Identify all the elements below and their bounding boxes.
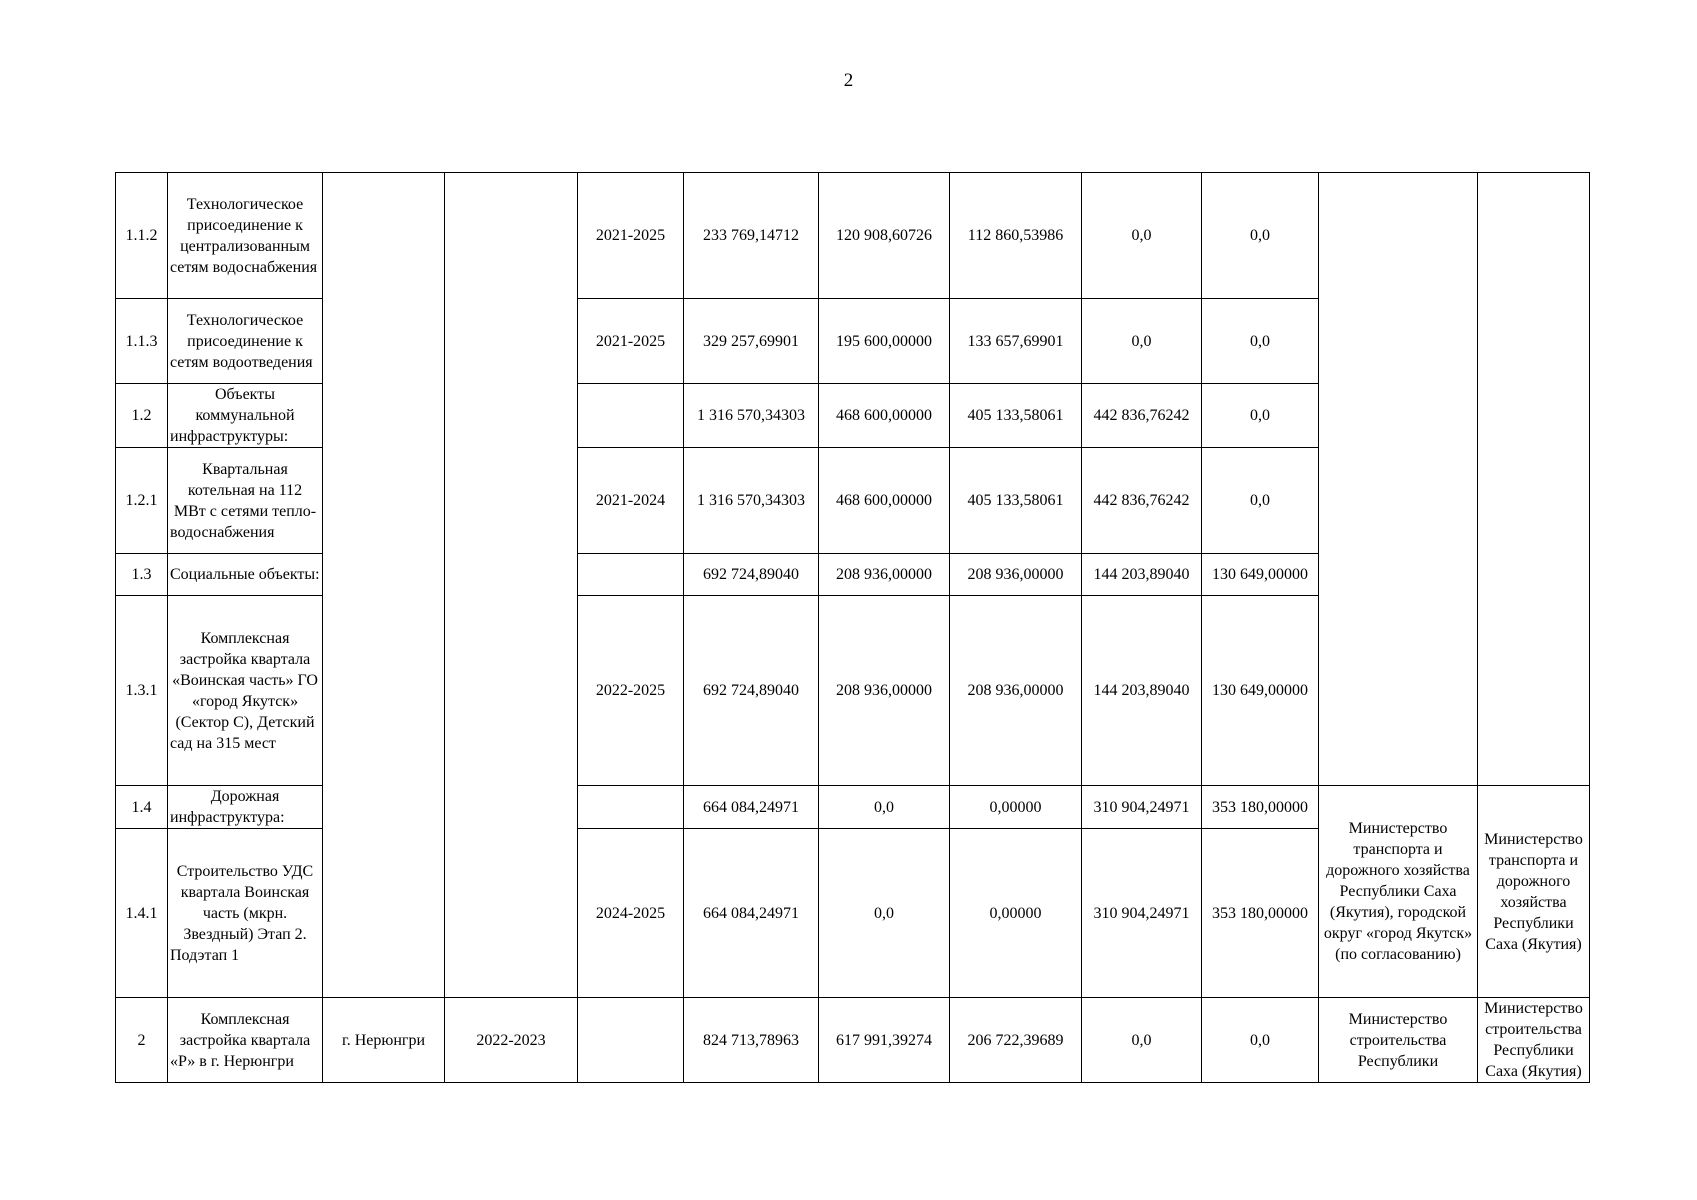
row-value-4: 0,0 — [1202, 384, 1319, 448]
row-value-2: 0,00000 — [950, 829, 1082, 998]
row-name: Квартальная котельная на 112 МВт с сетями тепло-водоснабжения — [168, 448, 323, 554]
program-table — [115, 172, 1590, 1083]
row-code: 1.4 — [116, 786, 168, 829]
row-code: 1.3.1 — [116, 596, 168, 786]
row-name: Технологическое присоединение к централизованным сетям водоснабжения — [168, 173, 323, 299]
row-value-1: 208 936,00000 — [819, 596, 950, 786]
row-period — [578, 998, 684, 1083]
row-total: 1 316 570,34303 — [684, 448, 819, 554]
row-code: 1.2.1 — [116, 448, 168, 554]
page-number: 2 — [843, 70, 854, 91]
row-value-1: 120 908,60726 — [819, 173, 950, 299]
row-value-3: 442 836,76242 — [1082, 384, 1202, 448]
row-value-4: 130 649,00000 — [1202, 596, 1319, 786]
row-value-3: 0,0 — [1082, 173, 1202, 299]
executor-cell — [1319, 173, 1478, 786]
row-total: 692 724,89040 — [684, 596, 819, 786]
row-value-4: 353 180,00000 — [1202, 786, 1319, 829]
row-value-1: 0,0 — [819, 786, 950, 829]
place-cell — [323, 173, 445, 998]
row-period — [578, 384, 684, 448]
row-value-2: 112 860,53986 — [950, 173, 1082, 299]
row-name: Строительство УДС квартала Воинская часть (мкрн. Звездный) Этап 2. Подэтап 1 — [168, 829, 323, 998]
row-value-1: 468 600,00000 — [819, 448, 950, 554]
row-value-4: 0,0 — [1202, 448, 1319, 554]
row-value-1: 208 936,00000 — [819, 554, 950, 596]
row-total: 824 713,78963 — [684, 998, 819, 1083]
row-name: Комплексная застройка квартала «Р» в г. Нерюнгри — [168, 998, 323, 1083]
row-total: 664 084,24971 — [684, 829, 819, 998]
row-value-3: 310 904,24971 — [1082, 786, 1202, 829]
row-total: 692 724,89040 — [684, 554, 819, 596]
row-value-2: 405 133,58061 — [950, 448, 1082, 554]
road-executor-org: Министерство транспорта и дорожного хозяйства Республики Саха (Якутия), городской округ «город Якутск» (по согласованию) — [1319, 786, 1478, 998]
row-code: 2 — [116, 998, 168, 1083]
row-value-3: 0,0 — [1082, 998, 1202, 1083]
row-value-2: 208 936,00000 — [950, 554, 1082, 596]
row-term: 2022-2023 — [445, 998, 578, 1083]
road-responsible-org: Министерство транспорта и дорожного хозяйства Республики Саха (Якутия) — [1478, 786, 1590, 998]
row-code: 1.2 — [116, 384, 168, 448]
row-value-3: 310 904,24971 — [1082, 829, 1202, 998]
row-code: 1.4.1 — [116, 829, 168, 998]
row-name: Социальные объекты: — [168, 554, 323, 596]
row-value-4: 0,0 — [1202, 998, 1319, 1083]
row-value-1: 195 600,00000 — [819, 299, 950, 384]
row-value-2: 208 936,00000 — [950, 596, 1082, 786]
row-value-2: 0,00000 — [950, 786, 1082, 829]
row-period: 2024-2025 — [578, 829, 684, 998]
row-total: 233 769,14712 — [684, 173, 819, 299]
row-period — [578, 786, 684, 829]
row-code: 1.3 — [116, 554, 168, 596]
row-name: Объекты коммунальной инфраструктуры: — [168, 384, 323, 448]
row-value-1: 0,0 — [819, 829, 950, 998]
table-row — [116, 998, 1590, 1083]
row-value-4: 130 649,00000 — [1202, 554, 1319, 596]
row-value-1: 468 600,00000 — [819, 384, 950, 448]
row-total: 664 084,24971 — [684, 786, 819, 829]
row-place: г. Нерюнгри — [323, 998, 445, 1083]
row-name: Дорожная инфраструктура: — [168, 786, 323, 829]
row-name: Комплексная застройка квартала «Воинская часть» ГО «город Якутск» (Сектор С), Детский сад на 315 мест — [168, 596, 323, 786]
row-period: 2021-2025 — [578, 173, 684, 299]
row-value-2: 405 133,58061 — [950, 384, 1082, 448]
row-value-3: 0,0 — [1082, 299, 1202, 384]
row-value-4: 353 180,00000 — [1202, 829, 1319, 998]
row-period: 2021-2025 — [578, 299, 684, 384]
row-value-2: 206 722,39689 — [950, 998, 1082, 1083]
row-code: 1.1.2 — [116, 173, 168, 299]
row2-responsible-org: Министерство строительства Республики Саха (Якутия) — [1478, 998, 1590, 1083]
row-period: 2022-2025 — [578, 596, 684, 786]
row-value-4: 0,0 — [1202, 173, 1319, 299]
row-value-3: 442 836,76242 — [1082, 448, 1202, 554]
row-period: 2021-2024 — [578, 448, 684, 554]
row-value-3: 144 203,89040 — [1082, 554, 1202, 596]
row-name: Технологическое присоединение к сетям водоотведения — [168, 299, 323, 384]
row-value-1: 617 991,39274 — [819, 998, 950, 1083]
term-cell — [445, 173, 578, 998]
row-value-2: 133 657,69901 — [950, 299, 1082, 384]
row-total: 329 257,69901 — [684, 299, 819, 384]
responsible-cell — [1478, 173, 1590, 786]
row-code: 1.1.3 — [116, 299, 168, 384]
row-period — [578, 554, 684, 596]
table-row — [116, 173, 1590, 299]
row-value-4: 0,0 — [1202, 299, 1319, 384]
row-value-3: 144 203,89040 — [1082, 596, 1202, 786]
row2-executor-org: Министерство строительства Республики — [1319, 998, 1478, 1083]
row-total: 1 316 570,34303 — [684, 384, 819, 448]
